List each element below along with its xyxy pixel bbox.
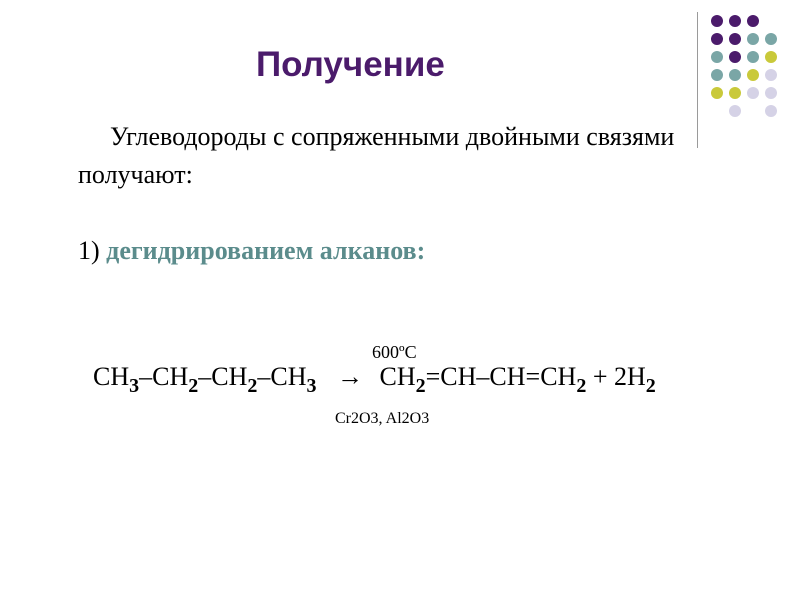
decorative-dot: [765, 33, 777, 45]
decorative-dot: [729, 69, 741, 81]
reaction-arrow-icon: →: [337, 362, 363, 391]
vertical-divider: [697, 12, 698, 148]
decorative-dot: [729, 15, 741, 27]
decorative-dot: [765, 69, 777, 81]
decorative-dot: [747, 15, 759, 27]
decorative-dot: [729, 87, 741, 99]
slide-title: Получение: [256, 45, 445, 84]
decorative-dot: [747, 51, 759, 63]
decorative-dot: [729, 105, 741, 117]
decorative-dot-grid: [711, 15, 771, 125]
intro-text: Углеводороды с сопряженными двойными связями получают:: [78, 122, 675, 189]
decorative-dot: [711, 87, 723, 99]
decorative-dot: [711, 15, 723, 27]
reaction-equation: [93, 362, 656, 397]
item-number: 1): [78, 236, 100, 265]
decorative-dot: [711, 69, 723, 81]
decorative-dot: [729, 33, 741, 45]
decorative-dot: [747, 87, 759, 99]
decorative-dot: [765, 105, 777, 117]
method-item: [78, 236, 425, 266]
decorative-dot: [747, 69, 759, 81]
item-method: дегидрированием алканов:: [106, 236, 426, 265]
reactant-formula: $CH_3-CH_2-CH_2-CH_3$: [93, 362, 317, 397]
reaction-condition-catalyst: Cr2O3, Al2O3: [335, 410, 430, 427]
decorative-dot: [765, 51, 777, 63]
product-formula: $CH_2=CH-CH=CH_2 + 2H_2$: [379, 362, 656, 397]
decorative-dot: [747, 33, 759, 45]
decorative-dot: [729, 51, 741, 63]
decorative-dot: [711, 51, 723, 63]
decorative-dot: [765, 87, 777, 99]
reaction-condition-temperature: 600ºC: [372, 342, 417, 362]
decorative-dot: [711, 33, 723, 45]
